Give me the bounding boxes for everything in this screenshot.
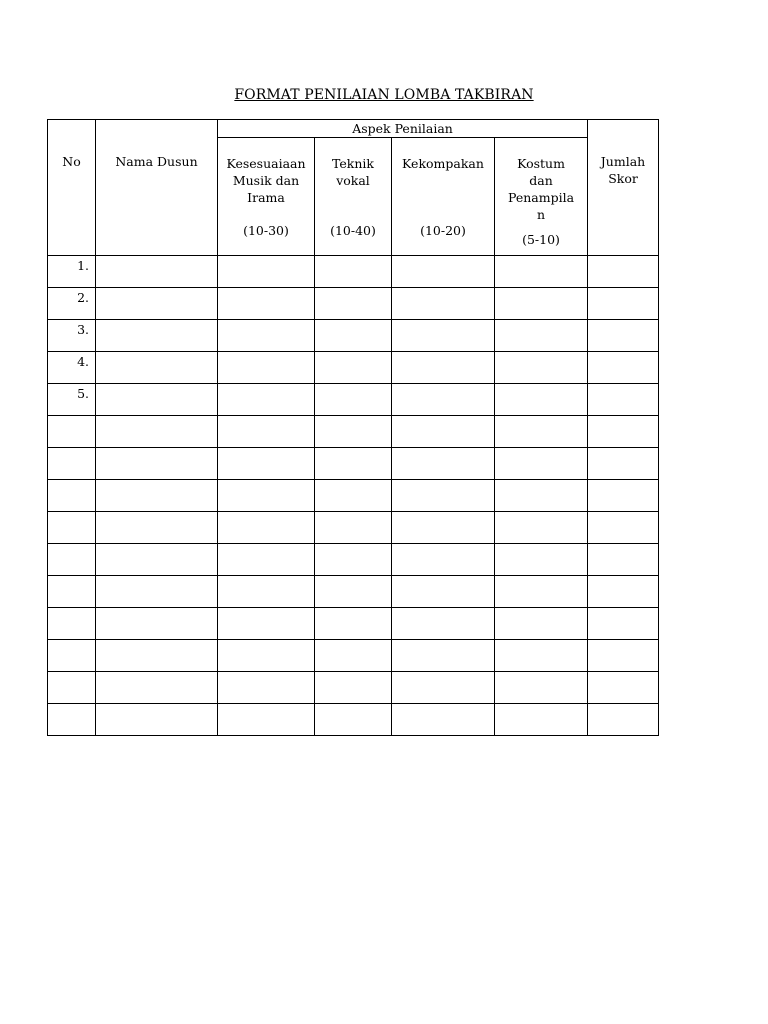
empty-cell [392,640,495,672]
row-number-cell [48,672,96,704]
empty-cell [495,704,588,736]
empty-cell [495,416,588,448]
row-number-cell [48,480,96,512]
table-row [48,288,659,320]
empty-cell [96,480,218,512]
empty-cell [315,416,392,448]
empty-cell [588,416,659,448]
empty-cell [218,704,315,736]
empty-cell [588,544,659,576]
empty-cell [218,352,315,384]
criterion-1-line1: Kesesuaiaan [226,156,306,171]
table-row [48,512,659,544]
table-row [48,352,659,384]
empty-cell [96,576,218,608]
empty-cell [495,512,588,544]
empty-cell [588,704,659,736]
table-row [48,384,659,416]
criterion-2-range: (10-40) [330,223,376,238]
empty-cell [315,288,392,320]
empty-cell [96,416,218,448]
empty-cell [495,576,588,608]
criterion-2-line2: vokal [336,173,370,188]
empty-cell [495,640,588,672]
empty-cell [218,288,315,320]
empty-cell [392,608,495,640]
criterion-1-line2: Musik dan [232,173,300,188]
empty-cell [96,640,218,672]
empty-cell [495,608,588,640]
row-number-cell [48,576,96,608]
empty-cell [218,480,315,512]
header-jumlah-skor [588,120,659,256]
empty-cell [495,480,588,512]
empty-cell [315,576,392,608]
empty-cell [392,352,495,384]
empty-cell [218,320,315,352]
empty-cell [495,288,588,320]
criterion-3-line1: Kekompakan [402,156,484,171]
header-criterion-1 [218,138,315,256]
empty-cell [392,256,495,288]
empty-cell [96,352,218,384]
table-row [48,320,659,352]
empty-cell [588,672,659,704]
empty-cell [218,640,315,672]
criterion-4-line1: Kostum [517,156,565,171]
empty-cell [218,256,315,288]
empty-cell [392,320,495,352]
table-row [48,704,659,736]
empty-cell [96,672,218,704]
empty-cell [588,352,659,384]
empty-cell [218,512,315,544]
empty-cell [392,448,495,480]
header-jumlah-line2: Skor [608,171,638,186]
header-criterion-4 [495,138,588,256]
empty-cell [315,320,392,352]
empty-cell [315,512,392,544]
empty-cell [96,256,218,288]
document-title: FORMAT PENILAIAN LOMBA TAKBIRAN [234,87,534,103]
empty-cell [218,384,315,416]
table-row [48,608,659,640]
table-row [48,544,659,576]
empty-cell [96,448,218,480]
empty-cell [218,672,315,704]
empty-cell [588,608,659,640]
row-number-cell [48,640,96,672]
empty-cell [96,544,218,576]
header-no-label: No [62,154,81,169]
empty-cell [392,512,495,544]
header-criterion-2 [315,138,392,256]
empty-cell [218,576,315,608]
empty-cell [495,672,588,704]
header-criterion-3 [392,138,495,256]
empty-cell [495,320,588,352]
empty-cell [588,640,659,672]
row-number-cell: 2. [48,288,96,320]
empty-cell [392,480,495,512]
empty-cell [495,256,588,288]
empty-cell [315,608,392,640]
header-row-top [48,120,659,138]
empty-cell [96,608,218,640]
empty-cell [218,608,315,640]
empty-cell [96,384,218,416]
row-number-cell [48,544,96,576]
empty-cell [588,448,659,480]
empty-cell [392,672,495,704]
empty-cell [588,512,659,544]
table-row [48,672,659,704]
table-row [48,256,659,288]
row-number-cell: 3. [48,320,96,352]
empty-cell [96,288,218,320]
empty-cell [315,448,392,480]
empty-cell [392,416,495,448]
empty-cell [588,576,659,608]
header-no [48,120,96,256]
header-aspek-label: Aspek Penilaian [352,121,453,136]
empty-cell [96,512,218,544]
row-number-cell [48,448,96,480]
empty-cell [495,544,588,576]
empty-cell [315,352,392,384]
criterion-4-range: (5-10) [522,232,560,247]
header-nama-dusun [96,120,218,256]
empty-cell [96,320,218,352]
header-jumlah-line1: Jumlah [600,154,646,169]
empty-cell [315,480,392,512]
empty-cell [495,384,588,416]
criterion-4-line3: Penampila [507,190,575,205]
empty-cell [96,704,218,736]
criterion-1-range: (10-30) [243,223,289,238]
empty-cell [218,544,315,576]
header-nama-dusun-label: Nama Dusun [115,154,198,169]
empty-cell [495,448,588,480]
criterion-1-line3: Irama [247,190,285,205]
empty-cell [315,704,392,736]
table-row [48,640,659,672]
empty-cell [218,416,315,448]
row-number-cell: 1. [48,256,96,288]
row-number-cell: 5. [48,384,96,416]
empty-cell [588,288,659,320]
empty-cell [218,448,315,480]
header-aspek-penilaian [218,120,588,138]
criterion-3-range: (10-20) [420,223,466,238]
empty-cell [392,384,495,416]
empty-cell [588,480,659,512]
empty-cell [588,320,659,352]
table-row [48,576,659,608]
criterion-2-line1: Teknik [332,156,374,171]
empty-cell [392,288,495,320]
row-number-cell [48,512,96,544]
criterion-4-line2: dan [529,173,553,188]
criterion-4-line4: n [536,207,546,222]
table-row [48,416,659,448]
empty-cell [392,544,495,576]
empty-cell [315,640,392,672]
empty-cell [392,576,495,608]
empty-cell [315,256,392,288]
empty-cell [315,544,392,576]
row-number-cell [48,416,96,448]
table-row [48,448,659,480]
row-number-cell [48,704,96,736]
table-row [48,480,659,512]
empty-cell [588,384,659,416]
row-number-cell [48,608,96,640]
row-number-cell: 4. [48,352,96,384]
scoring-table [47,119,659,736]
empty-cell [495,352,588,384]
empty-cell [315,384,392,416]
empty-cell [315,672,392,704]
empty-cell [588,256,659,288]
empty-cell [392,704,495,736]
